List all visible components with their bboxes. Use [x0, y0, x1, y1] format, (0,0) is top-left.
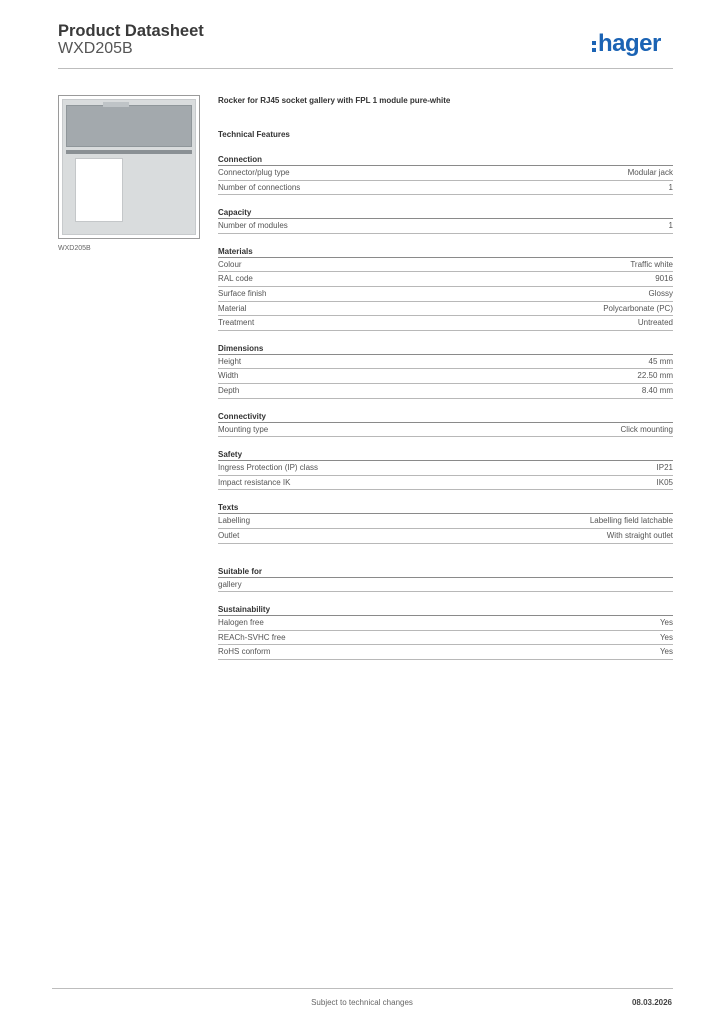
section-heading: Safety — [218, 449, 673, 461]
feature-label: Labelling — [218, 516, 251, 526]
section-heading: Connection — [218, 154, 673, 166]
feature-label: Surface finish — [218, 288, 267, 298]
section-connection — [218, 154, 673, 195]
feature-label: Depth — [218, 385, 240, 395]
product-reference: WXD205B — [58, 40, 133, 57]
feature-value: Yes — [659, 618, 673, 628]
feature-row — [218, 645, 673, 660]
feature-row — [218, 181, 673, 196]
feature-label: Mounting type — [218, 424, 269, 434]
feature-row — [218, 219, 673, 234]
feature-label: Ingress Protection (IP) class — [218, 463, 319, 473]
product-image — [58, 95, 200, 239]
feature-label: RoHS conform — [218, 647, 271, 657]
feature-value: IK05 — [656, 477, 673, 487]
section-heading: Suitable for — [218, 566, 673, 578]
feature-label: gallery — [218, 579, 242, 589]
feature-label: Number of connections — [218, 182, 301, 192]
feature-value: 45 mm — [648, 356, 673, 366]
feature-value: Modular jack — [627, 168, 673, 177]
product-plate-graphic — [62, 99, 196, 235]
feature-value: 1 — [668, 221, 673, 231]
datasheet-content — [218, 92, 673, 660]
feature-label: Material — [218, 303, 247, 313]
feature-value: Traffic white — [630, 259, 673, 269]
feature-row — [218, 631, 673, 646]
feature-value: Polycarbonate (PC) — [603, 303, 673, 313]
feature-row — [218, 287, 673, 302]
section-heading: Dimensions — [218, 343, 673, 355]
logo-wordmark: hager — [598, 30, 661, 57]
section-dimensions — [218, 343, 673, 399]
technical-features-heading: Technical Features — [218, 130, 290, 139]
feature-label: Halogen free — [218, 618, 264, 628]
feature-value: 8.40 mm — [641, 385, 673, 395]
feature-label: Colour — [218, 259, 242, 269]
feature-label: RAL code — [218, 274, 253, 284]
feature-value: 9016 — [655, 274, 673, 284]
product-flap-graphic — [66, 105, 192, 147]
feature-value: Yes — [659, 647, 673, 657]
feature-row — [218, 514, 673, 529]
feature-label: Connector/plug type — [218, 168, 290, 177]
feature-label: Number of modules — [218, 221, 288, 231]
feature-row — [218, 529, 673, 544]
image-caption: WXD205B — [58, 245, 91, 252]
feature-value: With straight outlet — [606, 530, 673, 540]
feature-row — [218, 369, 673, 384]
feature-row — [218, 302, 673, 317]
feature-row — [218, 384, 673, 399]
feature-row — [218, 355, 673, 370]
section-heading: Sustainability — [218, 604, 673, 616]
hager-logo — [592, 28, 661, 60]
feature-row — [218, 476, 673, 491]
section-heading: Materials — [218, 246, 673, 258]
feature-row — [218, 272, 673, 287]
feature-value: Click mounting — [620, 424, 673, 434]
feature-value: Labelling field latchable — [589, 516, 673, 526]
page-title: Product Datasheet — [58, 22, 204, 40]
section-texts — [218, 502, 673, 543]
header-divider — [58, 68, 673, 69]
feature-value: 22.50 mm — [637, 371, 673, 381]
section-sustainability — [218, 604, 673, 660]
section-capacity — [218, 207, 673, 234]
feature-value: Yes — [659, 632, 673, 642]
section-heading: Texts — [218, 502, 673, 514]
feature-value: IP21 — [656, 463, 673, 473]
feature-value: Untreated — [637, 318, 673, 328]
footer-note: Subject to technical changes — [311, 998, 413, 1007]
section-safety — [218, 449, 673, 490]
section-materials — [218, 246, 673, 331]
section-suitable-for — [218, 566, 673, 593]
feature-row — [218, 616, 673, 631]
section-heading: Connectivity — [218, 411, 673, 423]
feature-row — [218, 578, 673, 593]
feature-value: 1 — [668, 182, 673, 192]
feature-label: REACh-SVHC free — [218, 632, 286, 642]
section-connectivity — [218, 411, 673, 438]
feature-label: Outlet — [218, 530, 240, 540]
product-hinge-graphic — [66, 150, 192, 154]
feature-row — [218, 316, 673, 331]
feature-label: Impact resistance IK — [218, 477, 291, 487]
feature-label: Width — [218, 371, 239, 381]
feature-row — [218, 423, 673, 438]
feature-row — [218, 258, 673, 273]
footer-divider — [52, 988, 673, 989]
feature-row — [218, 461, 673, 476]
section-heading: Capacity — [218, 207, 673, 219]
footer-date: 08.03.2026 — [631, 998, 672, 1007]
feature-value: Glossy — [648, 288, 673, 298]
feature-sections — [218, 154, 673, 660]
logo-dots-icon — [592, 41, 596, 52]
feature-row — [218, 166, 673, 181]
feature-label: Treatment — [218, 318, 255, 328]
product-description: Rocker for RJ45 socket gallery with FPL 1 module pure-white — [218, 96, 451, 105]
product-socket-window-graphic — [75, 158, 123, 222]
feature-label: Height — [218, 356, 242, 366]
